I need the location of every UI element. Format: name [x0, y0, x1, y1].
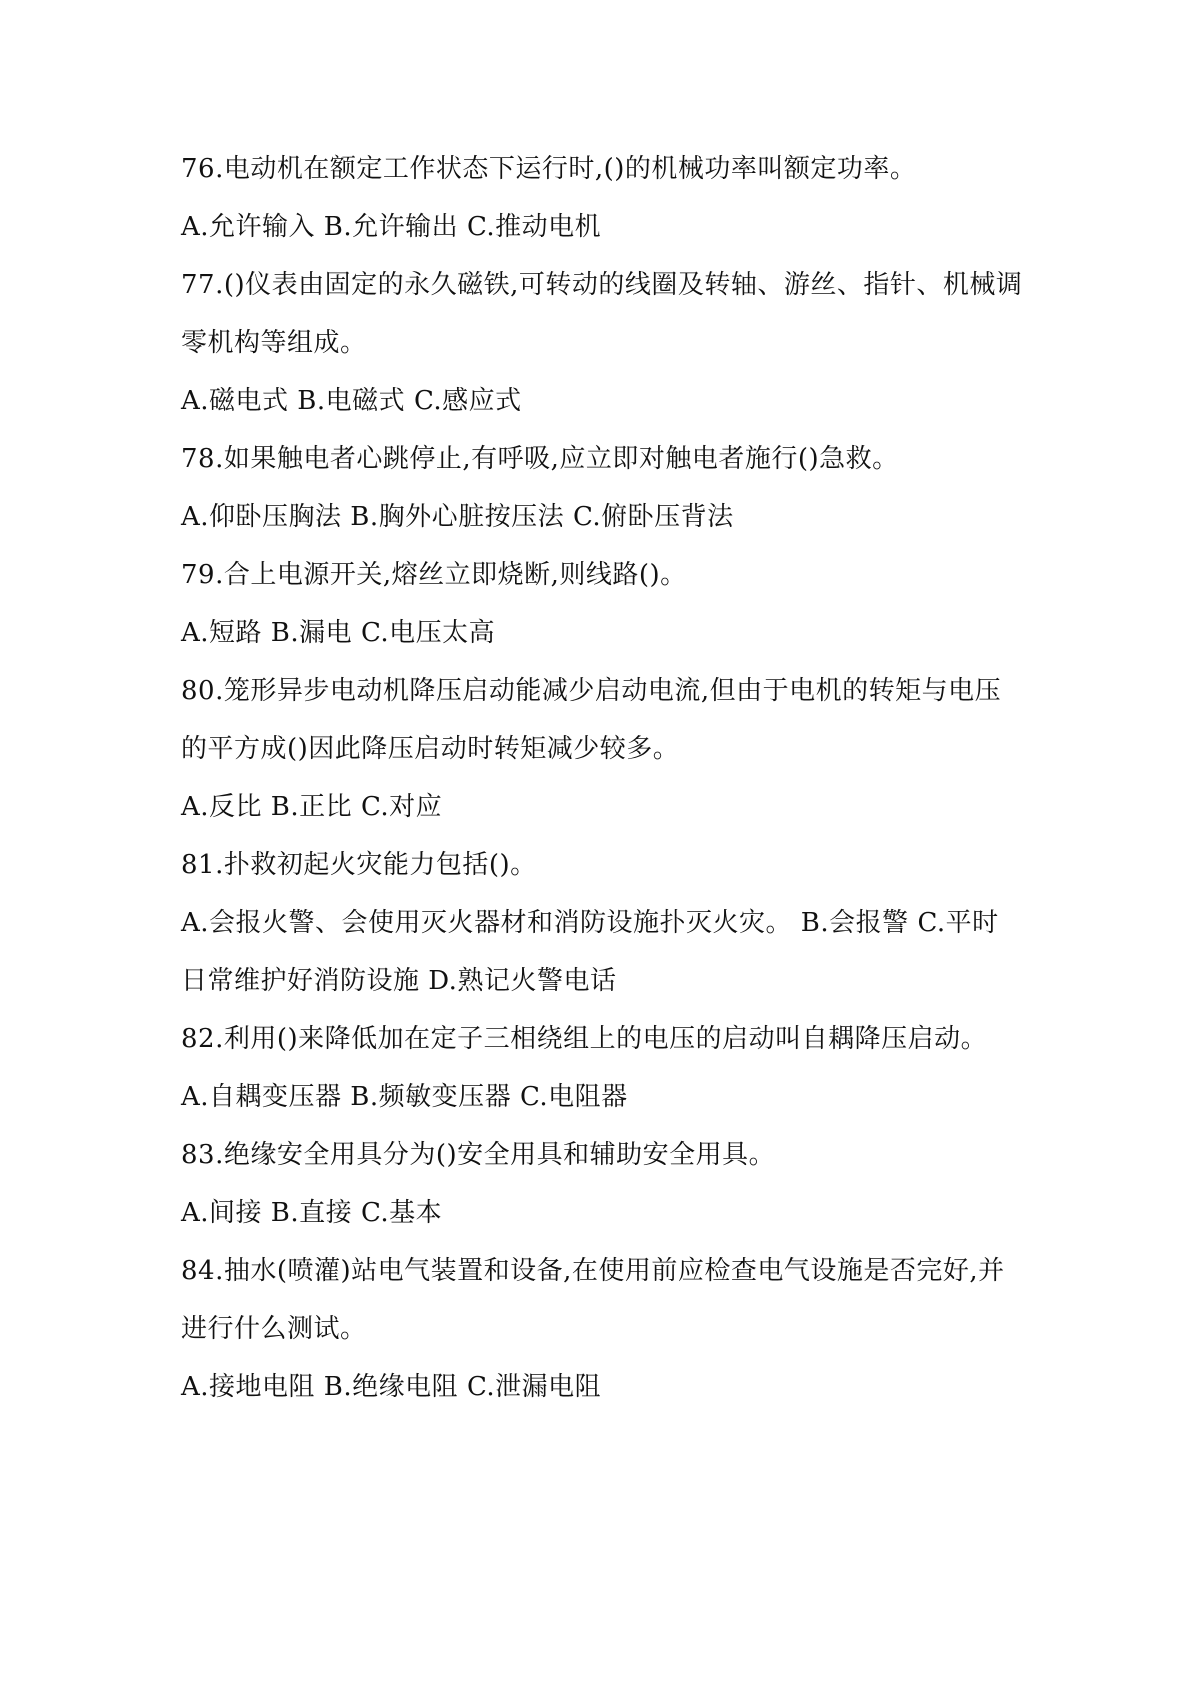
question-76-text: 76.电动机在额定工作状态下运行时,()的机械功率叫额定功率。 — [181, 154, 917, 184]
question-83-options: A.间接 B.直接 C.基本 — [181, 1198, 443, 1228]
question-82-text: 82.利用()来降低加在定子三相绕组上的电压的启动叫自耦降压启动。 — [181, 1024, 988, 1054]
question-78-text: 78.如果触电者心跳停止,有呼吸,应立即对触电者施行()急救。 — [181, 444, 899, 474]
question-79-text: 79.合上电源开关,熔丝立即烧断,则线路()。 — [181, 560, 687, 590]
question-84-text-continued: 进行什么测试。 — [181, 1314, 367, 1344]
question-77-text-continued: 零机构等组成。 — [181, 328, 367, 358]
question-81-options-continued: 日常维护好消防设施 D.熟记火警电话 — [181, 966, 617, 996]
question-81-options: A.会报火警、会使用灭火器材和消防设施扑灭火灾。 B.会报警 C.平时 — [181, 908, 999, 938]
question-82-options: A.自耦变压器 B.频敏变压器 C.电阻器 — [181, 1082, 628, 1112]
question-80-text-continued: 的平方成()因此降压启动时转矩减少较多。 — [181, 734, 680, 764]
question-76-options: A.允许输入 B.允许输出 C.推动电机 — [181, 212, 602, 242]
question-77-options: A.磁电式 B.电磁式 C.感应式 — [181, 386, 522, 416]
question-78-options: A.仰卧压胸法 B.胸外心脏按压法 C.俯卧压背法 — [181, 502, 734, 532]
question-80-options: A.反比 B.正比 C.对应 — [181, 792, 443, 822]
question-77-text: 77.()仪表由固定的永久磁铁,可转动的线圈及转轴、游丝、指针、机械调 — [181, 270, 1023, 300]
question-80-text: 80.笼形异步电动机降压启动能减少启动电流,但由于电机的转矩与电压 — [181, 676, 1002, 706]
question-81-text: 81.扑救初起火灾能力包括()。 — [181, 850, 537, 880]
question-84-options: A.接地电阻 B.绝缘电阻 C.泄漏电阻 — [181, 1372, 602, 1402]
question-79-options: A.短路 B.漏电 C.电压太高 — [181, 618, 496, 648]
question-83-text: 83.绝缘安全用具分为()安全用具和辅助安全用具。 — [181, 1140, 776, 1170]
question-84-text: 84.抽水(喷灌)站电气装置和设备,在使用前应检查电气设施是否完好,并 — [181, 1256, 1005, 1286]
